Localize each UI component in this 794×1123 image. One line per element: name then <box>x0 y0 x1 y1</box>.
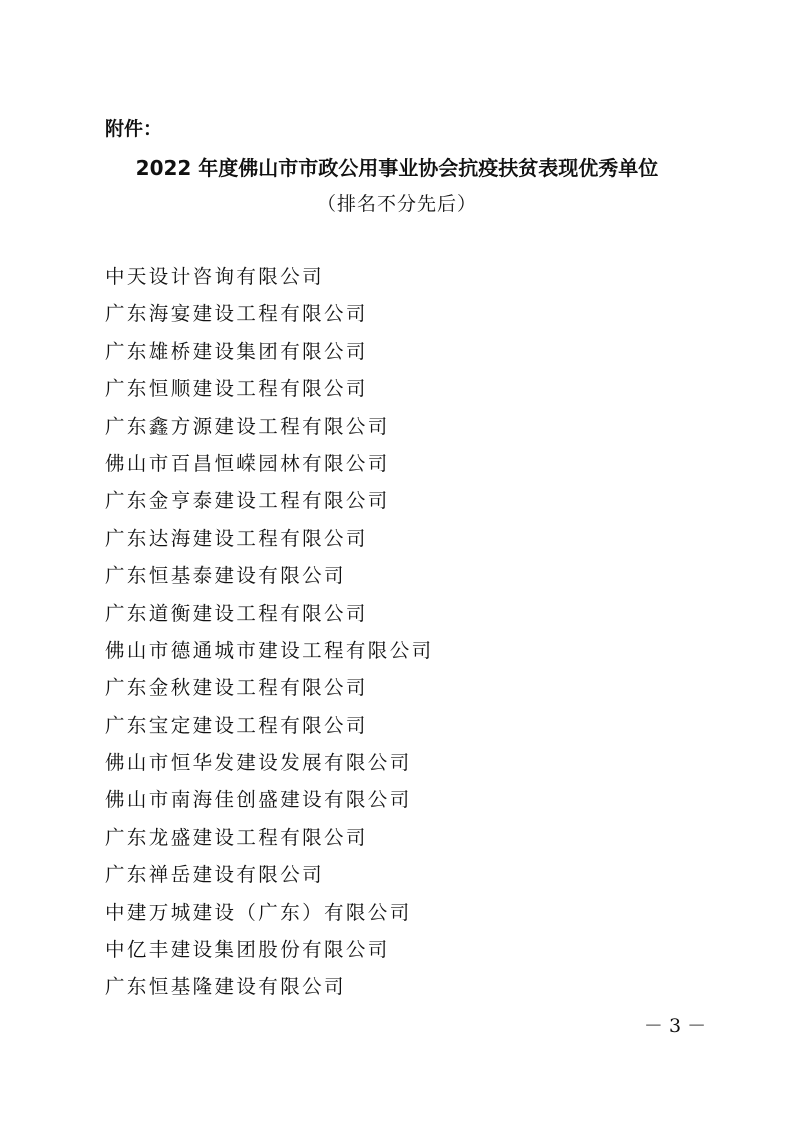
list-item: 佛山市百昌恒嵘园林有限公司 <box>105 451 390 475</box>
page-number: － 3 － <box>643 1015 707 1037</box>
list-item: 中建万城建设（广东）有限公司 <box>105 900 412 924</box>
list-item: 中天设计咨询有限公司 <box>105 265 325 288</box>
list-item: 广东鑫方源建设工程有限公司 <box>105 414 390 438</box>
list-item: 广东宝定建设工程有限公司 <box>105 713 368 737</box>
list-item: 广东龙盛建设工程有限公司 <box>105 825 368 849</box>
list-item: 广东道衡建设工程有限公司 <box>105 601 368 625</box>
document-subtitle: （排名不分先后） <box>316 193 477 215</box>
list-item: 广东金亨泰建设工程有限公司 <box>105 489 390 513</box>
attachment-label: 附件： <box>105 118 163 140</box>
list-item: 广东恒基隆建设有限公司 <box>105 975 346 999</box>
document-title: 2022 年度佛山市市政公用事业协会抗疫扶贫表现优秀单位 <box>135 156 659 180</box>
list-item: 佛山市南海佳创盛建设有限公司 <box>105 788 412 812</box>
list-item: 广东雄桥建设集团有限公司 <box>105 339 368 363</box>
company-list <box>105 258 434 1006</box>
list-item: 佛山市恒华发建设发展有限公司 <box>105 751 412 775</box>
list-item: 中亿丰建设集团股份有限公司 <box>105 938 390 962</box>
list-item: 佛山市德通城市建设工程有限公司 <box>105 638 434 662</box>
list-item: 广东海宴建设工程有限公司 <box>105 302 368 326</box>
list-item: 广东禅岳建设有限公司 <box>105 863 325 887</box>
list-item: 广东恒基泰建设有限公司 <box>105 564 346 588</box>
list-item: 广东达海建设工程有限公司 <box>105 526 368 550</box>
list-item: 广东恒顺建设工程有限公司 <box>105 377 368 401</box>
list-item: 广东金秋建设工程有限公司 <box>105 676 368 700</box>
